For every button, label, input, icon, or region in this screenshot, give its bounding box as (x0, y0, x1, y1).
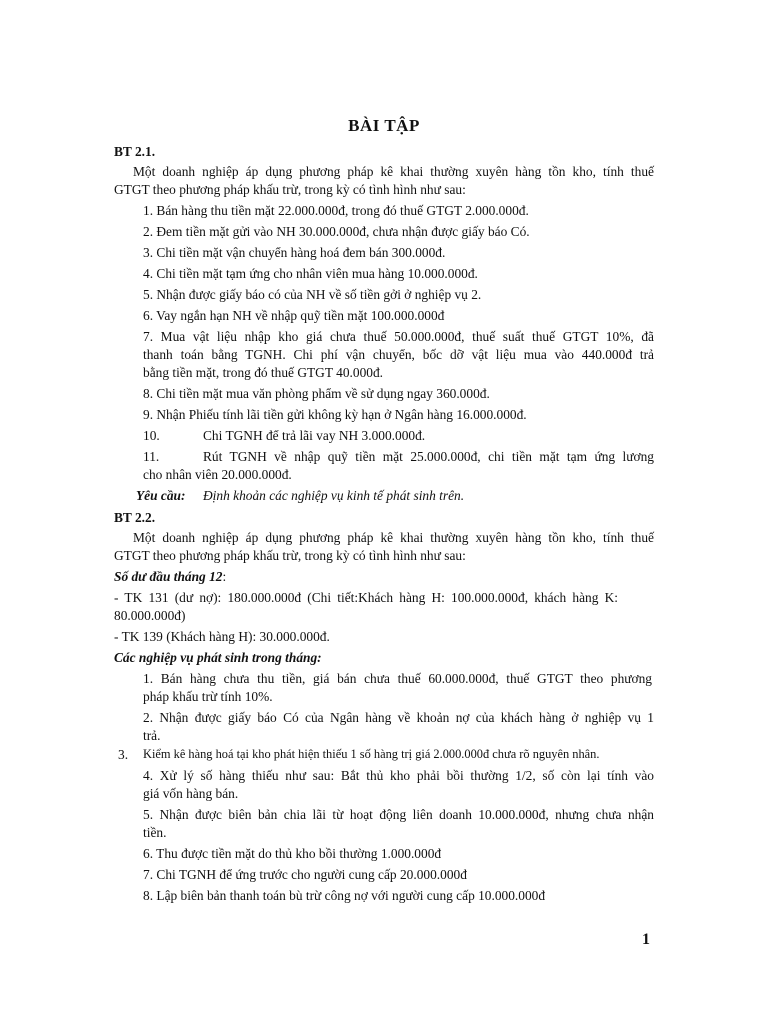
list-item: 5. Nhận được giấy báo có của NH về số tiền gởi ở nghiệp vụ 2. (143, 287, 482, 302)
exercise-intro-line: GTGT theo phương pháp khấu trừ, trong kỳ có tình hình như sau: (114, 182, 466, 197)
page-number: 1 (642, 931, 650, 948)
exercise-intro-line: Một doanh nghiệp áp dụng phương pháp kê khai thường xuyên hàng tồn kho, tính thuế (133, 530, 654, 545)
list-item: 9. Nhận Phiếu tính lãi tiền gửi không kỳ hạn ở Ngân hàng 16.000.000đ. (143, 407, 527, 422)
opening-balance-colon: : (222, 569, 227, 584)
list-item: 4. Xử lý số hàng thiếu như sau: Bắt thủ kho phải bồi thường 1/2, số còn lại tính vào (143, 768, 654, 783)
list-item: 2. Đem tiền mặt gửi vào NH 30.000.000đ, chưa nhận được giấy báo Có. (143, 224, 530, 239)
exercise-intro-line: Một doanh nghiệp áp dụng phương pháp kê khai thường xuyên hàng tồn kho, tính thuế (133, 164, 654, 179)
account-balance-line: - TK 131 (dư nợ): 180.000.000đ (Chi tiết:Khách hàng H: 100.000.000đ, khách hàng K: (114, 590, 618, 605)
list-item-continuation: cho nhân viên 20.000.000đ. (143, 467, 292, 482)
list-item: 2. Nhận được giấy báo Có của Ngân hàng về khoản nợ của khách hàng ở nghiệp vụ 1 (143, 710, 654, 725)
list-item: 5. Nhận được biên bản chia lãi từ hoạt động liên doanh 10.000.000đ, nhưng chưa nhận (143, 807, 654, 822)
account-balance-line: 80.000.000đ) (114, 608, 186, 623)
list-item-continuation: giá vốn hàng bán. (143, 786, 239, 801)
list-item-continuation: bằng tiền mặt, trong đó thuế GTGT 40.000đ. (143, 365, 384, 380)
account-balance-line: - TK 139 (Khách hàng H): 30.000.000đ. (114, 629, 330, 644)
list-item-number: 10. (143, 428, 160, 443)
list-item-number: 11. (143, 449, 160, 464)
list-item: 8. Lập biên bản thanh toán bù trừ công nợ với người cung cấp 10.000.000đ (143, 888, 546, 903)
list-item: 7. Mua vật liệu nhập kho giá chưa thuế 50.000.000đ, thuế suất thuế GTGT 10%, đã (143, 329, 654, 344)
list-item: Chi TGNH để trả lãi vay NH 3.000.000đ. (203, 428, 426, 443)
requirement-label: Yêu cầu: (136, 488, 186, 503)
list-item: 1. Bán hàng thu tiền mặt 22.000.000đ, trong đó thuế GTGT 2.000.000đ. (143, 203, 529, 218)
list-item-continuation: trả. (143, 728, 161, 743)
list-item-continuation: tiền. (143, 825, 167, 840)
opening-balance-heading (114, 568, 226, 585)
list-item: 1. Bán hàng chưa thu tiền, giá bán chưa thuế 60.000.000đ, thuế GTGT theo phương (143, 671, 652, 686)
list-item: 4. Chi tiền mặt tạm ứng cho nhân viên mua hàng 10.000.000đ. (143, 266, 478, 281)
list-item-number: 3. (118, 747, 129, 762)
list-item: Kiểm kê hàng hoá tại kho phát hiện thiếu 1 số hàng trị giá 2.000.000đ chưa rõ nguyên nhân. (143, 747, 600, 761)
list-item: Rút TGNH về nhập quỹ tiền mặt 25.000.000đ, chi tiền mặt tạm ứng lương (203, 449, 654, 464)
list-item-continuation: thanh toán bằng TGNH. Chi phí vận chuyển, bốc dỡ vật liệu mua vào 440.000đ trả (143, 347, 654, 362)
list-item-continuation: pháp khấu trừ tính 10%. (143, 689, 273, 704)
list-item: 3. Chi tiền mặt vận chuyển hàng hoá đem bán 300.000đ. (143, 245, 446, 260)
list-item: 7. Chi TGNH để ứng trước cho người cung cấp 20.000.000đ (143, 867, 467, 882)
opening-balance-label: Số dư đầu tháng 12 (114, 569, 223, 584)
exercise-intro-line: GTGT theo phương pháp khấu trừ, trong kỳ có tình hình như sau: (114, 548, 466, 563)
exercise-heading-2-2: BT 2.2. (114, 510, 156, 525)
operations-heading: Các nghiệp vụ phát sinh trong tháng: (114, 650, 322, 665)
list-item: 6. Thu được tiền mặt do thủ kho bồi thường 1.000.000đ (143, 846, 442, 861)
list-item: 8. Chi tiền mặt mua văn phòng phẩm về sử dụng ngay 360.000đ. (143, 386, 490, 401)
list-item: 6. Vay ngắn hạn NH về nhập quỹ tiền mặt 100.000.000đ (143, 308, 445, 323)
requirement-text: Định khoản các nghiệp vụ kinh tế phát sinh trên. (203, 488, 465, 503)
page-title: BÀI TẬP (348, 116, 420, 135)
exercise-heading-2-1: BT 2.1. (114, 144, 156, 159)
